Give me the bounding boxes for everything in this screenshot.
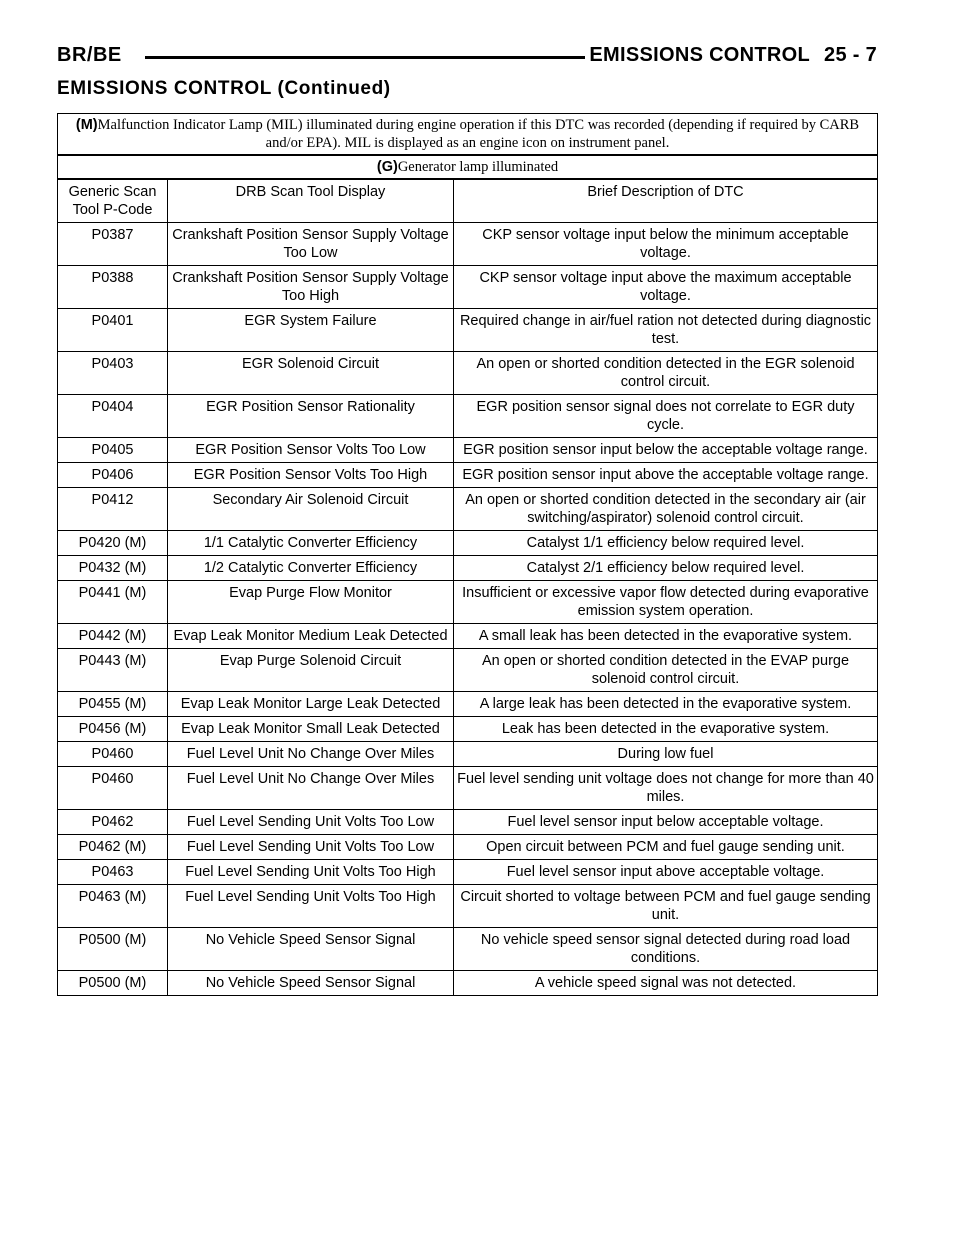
p-code-cell: P0403 — [58, 352, 168, 395]
legend-g-text: Generator lamp illuminated — [397, 159, 559, 175]
description-cell: No vehicle speed sensor signal detected during road load conditions. — [454, 928, 878, 971]
description-cell: Leak has been detected in the evaporative system. — [454, 717, 878, 742]
legend-m-text: Malfunction Indicator Lamp (MIL) illuminated during engine operation if this DTC was recorded (depending if required by CARB and/or EPA). MIL is displayed as an engine icon on instrument panel. — [97, 117, 860, 151]
description-cell: An open or shorted condition detected in the EVAP purge solenoid control circuit. — [454, 649, 878, 692]
description-cell: An open or shorted condition detected in the EGR solenoid control circuit. — [454, 352, 878, 395]
table-row — [58, 860, 878, 885]
p-code-cell: P0462 (M) — [58, 835, 168, 860]
description-cell: Fuel level sensor input below acceptable voltage. — [454, 810, 878, 835]
page-number: 25 - 7 — [824, 44, 877, 66]
description-cell: EGR position sensor signal does not correlate to EGR duty cycle. — [454, 395, 878, 438]
description-cell: During low fuel — [454, 742, 878, 767]
table-row — [58, 767, 878, 810]
column-header: Brief Description of DTC — [454, 179, 878, 223]
drb-display-cell: EGR Position Sensor Volts Too Low — [168, 438, 454, 463]
table-row — [58, 488, 878, 531]
drb-display-cell: Evap Leak Monitor Large Leak Detected — [168, 692, 454, 717]
drb-display-cell: EGR Solenoid Circuit — [168, 352, 454, 395]
p-code-cell: P0441 (M) — [58, 581, 168, 624]
legend-g — [58, 155, 878, 179]
model-code: BR/BE — [57, 44, 122, 66]
drb-display-cell: Evap Leak Monitor Small Leak Detected — [168, 717, 454, 742]
table-row — [58, 885, 878, 928]
drb-display-cell: Fuel Level Sending Unit Volts Too Low — [168, 835, 454, 860]
dtc-table — [57, 113, 878, 996]
page-header — [57, 44, 877, 68]
legend-row-g — [58, 155, 878, 179]
description-cell: EGR position sensor input above the acceptable voltage range. — [454, 463, 878, 488]
p-code-cell: P0462 — [58, 810, 168, 835]
p-code-cell: P0463 — [58, 860, 168, 885]
table-row — [58, 531, 878, 556]
description-cell: Open circuit between PCM and fuel gauge sending unit. — [454, 835, 878, 860]
column-header: DRB Scan Tool Display — [168, 179, 454, 223]
description-cell: EGR position sensor input below the acceptable voltage range. — [454, 438, 878, 463]
p-code-cell: P0387 — [58, 223, 168, 266]
description-cell: A small leak has been detected in the evaporative system. — [454, 624, 878, 649]
drb-display-cell: Crankshaft Position Sensor Supply Voltage Too High — [168, 266, 454, 309]
drb-display-cell: No Vehicle Speed Sensor Signal — [168, 928, 454, 971]
description-cell: Fuel level sensor input above acceptable voltage. — [454, 860, 878, 885]
column-header: Generic Scan Tool P-Code — [58, 179, 168, 223]
drb-display-cell: EGR Position Sensor Volts Too High — [168, 463, 454, 488]
legend-g-code: (G) — [376, 159, 398, 175]
table-row — [58, 810, 878, 835]
p-code-cell: P0420 (M) — [58, 531, 168, 556]
drb-display-cell: Fuel Level Unit No Change Over Miles — [168, 767, 454, 810]
drb-display-cell: 1/1 Catalytic Converter Efficiency — [168, 531, 454, 556]
description-cell: Catalyst 2/1 efficiency below required level. — [454, 556, 878, 581]
table-row — [58, 928, 878, 971]
table-row — [58, 742, 878, 767]
table-row — [58, 309, 878, 352]
drb-display-cell: Evap Leak Monitor Medium Leak Detected — [168, 624, 454, 649]
drb-display-cell: Fuel Level Sending Unit Volts Too Low — [168, 810, 454, 835]
table-row — [58, 463, 878, 488]
table-row — [58, 581, 878, 624]
description-cell: Required change in air/fuel ration not detected during diagnostic test. — [454, 309, 878, 352]
drb-display-cell: Fuel Level Sending Unit Volts Too High — [168, 885, 454, 928]
description-cell: Fuel level sending unit voltage does not change for more than 40 miles. — [454, 767, 878, 810]
table-row — [58, 835, 878, 860]
drb-display-cell: EGR System Failure — [168, 309, 454, 352]
column-header-row — [58, 179, 878, 223]
p-code-cell: P0500 (M) — [58, 971, 168, 996]
drb-display-cell: Crankshaft Position Sensor Supply Voltage Too Low — [168, 223, 454, 266]
legend-row-m — [58, 114, 878, 156]
header-right — [589, 44, 877, 67]
table-row — [58, 438, 878, 463]
table-row — [58, 556, 878, 581]
p-code-cell: P0463 (M) — [58, 885, 168, 928]
table-row — [58, 624, 878, 649]
section-name: EMISSIONS CONTROL — [589, 44, 811, 66]
drb-display-cell: Evap Purge Flow Monitor — [168, 581, 454, 624]
table-row — [58, 223, 878, 266]
description-cell: Catalyst 1/1 efficiency below required level. — [454, 531, 878, 556]
description-cell: A large leak has been detected in the evaporative system. — [454, 692, 878, 717]
p-code-cell: P0456 (M) — [58, 717, 168, 742]
drb-display-cell: No Vehicle Speed Sensor Signal — [168, 971, 454, 996]
legend-m — [58, 114, 878, 156]
table-row — [58, 266, 878, 309]
drb-display-cell: EGR Position Sensor Rationality — [168, 395, 454, 438]
table-row — [58, 692, 878, 717]
drb-display-cell: Evap Purge Solenoid Circuit — [168, 649, 454, 692]
p-code-cell: P0388 — [58, 266, 168, 309]
drb-display-cell: Secondary Air Solenoid Circuit — [168, 488, 454, 531]
p-code-cell: P0432 (M) — [58, 556, 168, 581]
drb-display-cell: 1/2 Catalytic Converter Efficiency — [168, 556, 454, 581]
p-code-cell: P0460 — [58, 742, 168, 767]
p-code-cell: P0500 (M) — [58, 928, 168, 971]
description-cell: Circuit shorted to voltage between PCM and fuel gauge sending unit. — [454, 885, 878, 928]
p-code-cell: P0405 — [58, 438, 168, 463]
table-row — [58, 717, 878, 742]
table-row — [58, 649, 878, 692]
section-title: EMISSIONS CONTROL (Continued) — [57, 78, 391, 99]
p-code-cell: P0404 — [58, 395, 168, 438]
drb-display-cell: Fuel Level Unit No Change Over Miles — [168, 742, 454, 767]
p-code-cell: P0412 — [58, 488, 168, 531]
description-cell: A vehicle speed signal was not detected. — [454, 971, 878, 996]
description-cell: CKP sensor voltage input below the minimum acceptable voltage. — [454, 223, 878, 266]
p-code-cell: P0443 (M) — [58, 649, 168, 692]
table-row — [58, 971, 878, 996]
legend-m-code: (M) — [75, 117, 98, 133]
description-cell: Insufficient or excessive vapor flow detected during evaporative emission system operation. — [454, 581, 878, 624]
description-cell: An open or shorted condition detected in the secondary air (air switching/aspirator) solenoid control circuit. — [454, 488, 878, 531]
table-row — [58, 352, 878, 395]
table-row — [58, 395, 878, 438]
description-cell: CKP sensor voltage input above the maximum acceptable voltage. — [454, 266, 878, 309]
header-rule — [145, 56, 585, 59]
p-code-cell: P0442 (M) — [58, 624, 168, 649]
p-code-cell: P0455 (M) — [58, 692, 168, 717]
p-code-cell: P0401 — [58, 309, 168, 352]
p-code-cell: P0460 — [58, 767, 168, 810]
drb-display-cell: Fuel Level Sending Unit Volts Too High — [168, 860, 454, 885]
p-code-cell: P0406 — [58, 463, 168, 488]
